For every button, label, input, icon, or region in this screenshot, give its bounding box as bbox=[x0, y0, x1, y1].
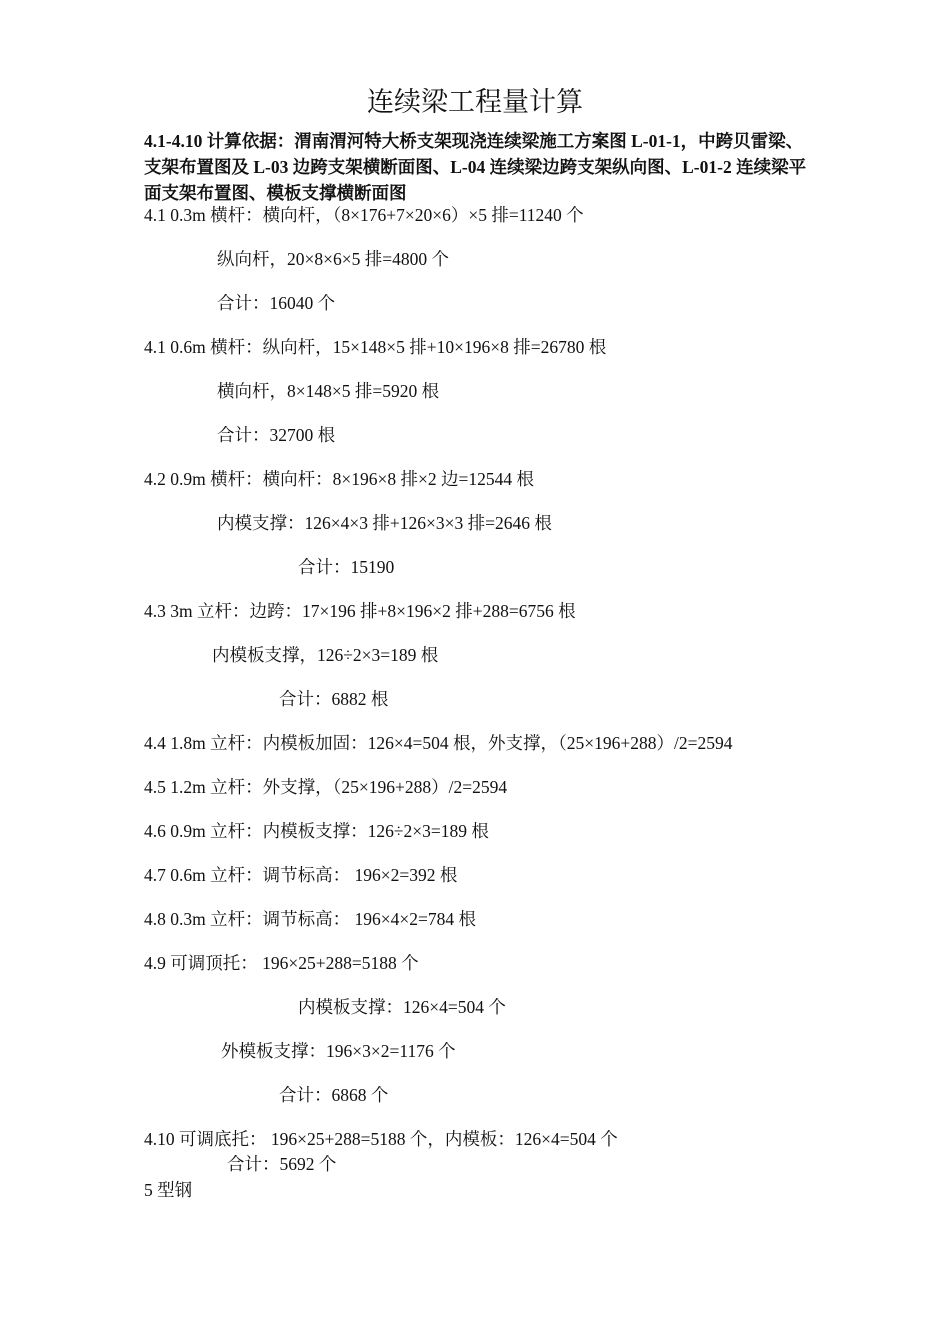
line-4-1-crossbar-06: 4.1 0.6m 横杆：纵向杆，15×148×5 排+10×196×8 排=26780 根 bbox=[144, 337, 607, 357]
line-subtotal-06: 合计：32700 根 bbox=[217, 425, 336, 445]
line-5-section-steel: 5 型钢 bbox=[144, 1180, 193, 1200]
line-inner-formwork-support-3m: 内模板支撑，126÷2×3=189 根 bbox=[212, 645, 439, 665]
line-inner-formwork-top-support: 内模板支撑：126×4=504 个 bbox=[298, 997, 506, 1017]
line-inner-formwork-support-09: 内模支撑：126×4×3 排+126×3×3 排=2646 根 bbox=[217, 513, 552, 533]
line-subtotal-03: 合计：16040 个 bbox=[217, 293, 336, 313]
line-4-9-adjustable-top-support: 4.9 可调顶托： 196×25+288=5188 个 bbox=[144, 953, 419, 973]
line-4-1-crossbar-03: 4.1 0.3m 横杆：横向杆，（8×176+7×20×6）×5 排=11240 个 bbox=[144, 205, 584, 225]
line-4-3-upright-3m: 4.3 3m 立杆：边跨：17×196 排+8×196×2 排+288=6756 根 bbox=[144, 601, 576, 621]
line-4-2-crossbar-09: 4.2 0.9m 横杆：横向杆：8×196×8 排×2 边=12544 根 bbox=[144, 469, 534, 489]
line-4-10-adjustable-base: 4.10 可调底托： 196×25+288=5188 个，内模板：126×4=504 个 bbox=[144, 1129, 618, 1149]
line-subtotal-09: 合计：15190 bbox=[298, 557, 395, 577]
line-transverse-bar-06: 横向杆，8×148×5 排=5920 根 bbox=[217, 381, 440, 401]
calculation-basis: 4.1-4.10 计算依据：渭南渭河特大桥支架现浇连续梁施工方案图 L-01-1，中跨贝雷梁、支架布置图及 L-03 边跨支架横断面图、L-04 连续梁边跨支架纵向图、L-01-2 连续梁平面支架布置图、模板支撑横断面图 bbox=[144, 131, 807, 203]
line-outer-formwork-top-support: 外模板支撑：196×3×2=1176 个 bbox=[221, 1041, 456, 1061]
line-4-7-upright-06m: 4.7 0.6m 立杆：调节标高： 196×2=392 根 bbox=[144, 865, 458, 885]
line-subtotal-3m: 合计：6882 根 bbox=[279, 689, 389, 709]
line-subtotal-top-support: 合计：6868 个 bbox=[279, 1085, 389, 1105]
line-4-4-upright-18m: 4.4 1.8m 立杆：内模板加固：126×4=504 根，外支撑，（25×196+288）/2=2594 bbox=[144, 733, 733, 753]
line-4-6-upright-09m: 4.6 0.9m 立杆：内模板支撑：126÷2×3=189 根 bbox=[144, 821, 489, 841]
line-subtotal-base: 合计：5692 个 bbox=[227, 1154, 337, 1174]
document-title: 连续梁工程量计算 bbox=[367, 87, 583, 117]
line-4-5-upright-12m: 4.5 1.2m 立杆：外支撑，（25×196+288）/2=2594 bbox=[144, 777, 508, 797]
line-longitudinal-bar-03: 纵向杆，20×8×6×5 排=4800 个 bbox=[217, 249, 449, 269]
line-4-8-upright-03m: 4.8 0.3m 立杆：调节标高： 196×4×2=784 根 bbox=[144, 909, 476, 929]
